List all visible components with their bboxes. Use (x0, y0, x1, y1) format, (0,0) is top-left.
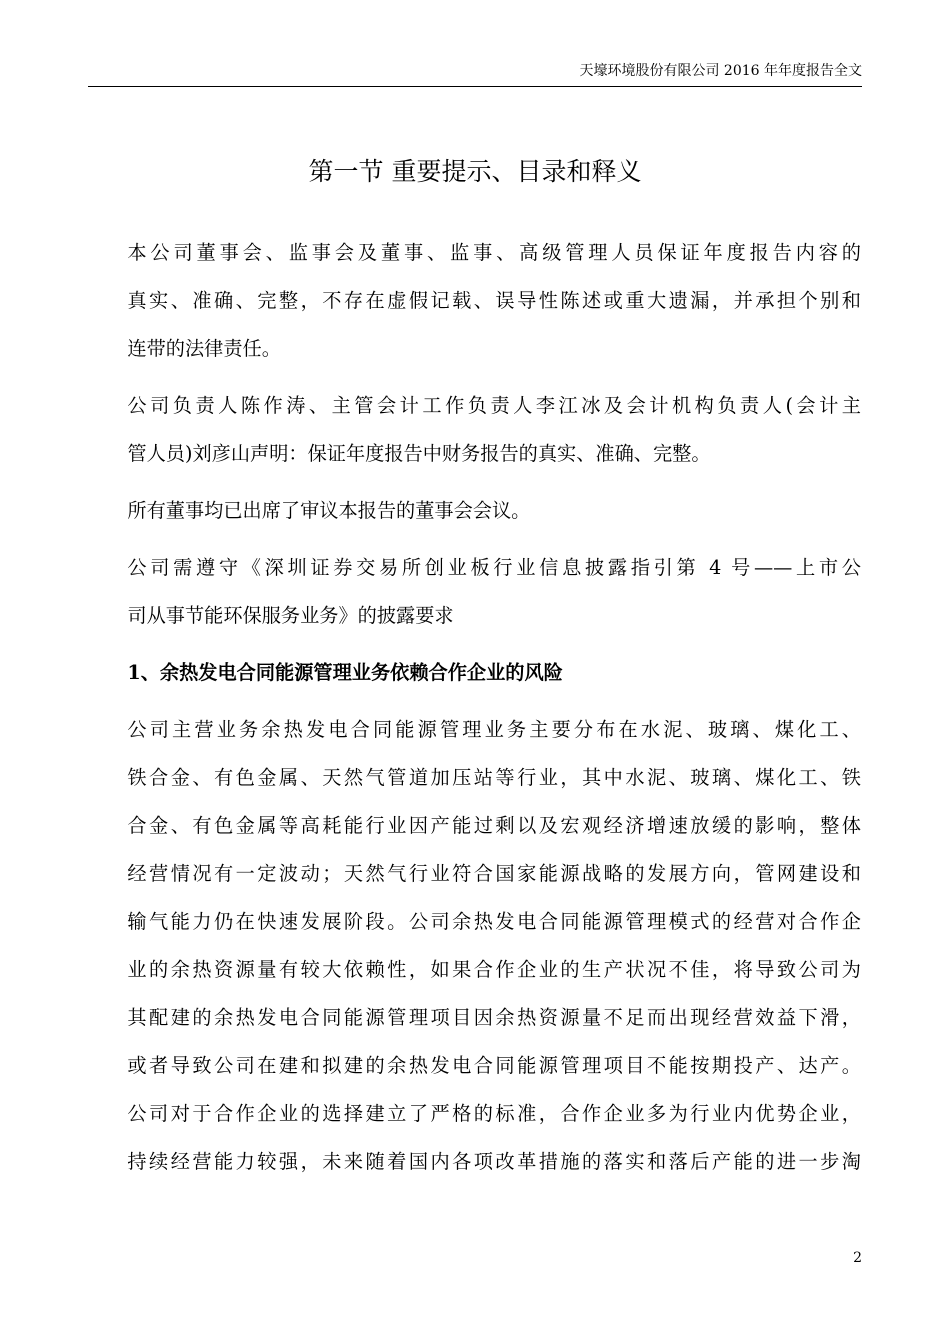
header-divider (88, 86, 862, 87)
risk-heading (89, 649, 861, 697)
text-line: 经营情况有一定波动；天然气行业符合国家能源战略的发展方向，管网建设和 (127, 862, 861, 885)
text-line: 合金、有色金属等高耗能行业因产能过剩以及宏观经济增速放缓的影响，整体 (127, 814, 861, 837)
section-title: 第一节 重要提示、目录和释义 (308, 157, 642, 186)
paragraph-board-attendance (89, 487, 861, 535)
text-line: 持续经营能力较强，未来随着国内各项改革措施的落实和落后产能的进一步淘 (127, 1150, 861, 1173)
paragraph-risk-detail (89, 706, 861, 1186)
text-line: 连带的法律责任。 (127, 337, 281, 360)
text-line: 真实、准确、完整，不存在虚假记载、误导性陈述或重大遗漏，并承担个别和 (127, 289, 861, 312)
text-line: 公司主营业务余热发电合同能源管理业务主要分布在水泥、玻璃、煤化工、 (127, 718, 861, 741)
text-line: 输气能力仍在快速发展阶段。公司余热发电合同能源管理模式的经营对合作企 (127, 910, 861, 933)
text-line: 1、余热发电合同能源管理业务依赖合作企业的风险 (127, 661, 563, 684)
text-line: 其配建的余热发电合同能源管理项目因余热资源量不足而出现经营效益下滑， (127, 1006, 861, 1029)
paragraph-disclosure-guideline (89, 544, 861, 640)
document-body (89, 229, 861, 1195)
text-line: 本公司董事会、监事会及董事、监事、高级管理人员保证年度报告内容的 (127, 241, 861, 264)
text-line: 司从事节能环保服务业务》的披露要求 (127, 604, 454, 627)
paragraph-officer-declaration (89, 382, 861, 478)
text-line: 公司需遵守《深圳证券交易所创业板行业信息披露指引第 4 号——上市公 (127, 556, 861, 579)
text-line: 所有董事均已出席了审议本报告的董事会会议。 (127, 499, 531, 522)
running-header: 天壕环境股份有限公司 2016 年年度报告全文 (579, 63, 862, 79)
text-line: 公司对于合作企业的选择建立了严格的标准，合作企业多为行业内优势企业， (127, 1102, 861, 1125)
paragraph-responsibility-statement (89, 229, 861, 373)
page-number: 2 (853, 1250, 862, 1266)
text-line: 或者导致公司在建和拟建的余热发电合同能源管理项目不能按期投产、达产。 (127, 1054, 861, 1077)
text-line: 公司负责人陈作涛、主管会计工作负责人李江冰及会计机构负责人(会计主 (127, 394, 861, 417)
text-line: 铁合金、有色金属、天然气管道加压站等行业，其中水泥、玻璃、煤化工、铁 (127, 766, 861, 789)
text-line: 管人员)刘彦山声明：保证年度报告中财务报告的真实、准确、完整。 (127, 442, 711, 465)
text-line: 业的余热资源量有较大依赖性，如果合作企业的生产状况不佳，将导致公司为 (127, 958, 861, 981)
